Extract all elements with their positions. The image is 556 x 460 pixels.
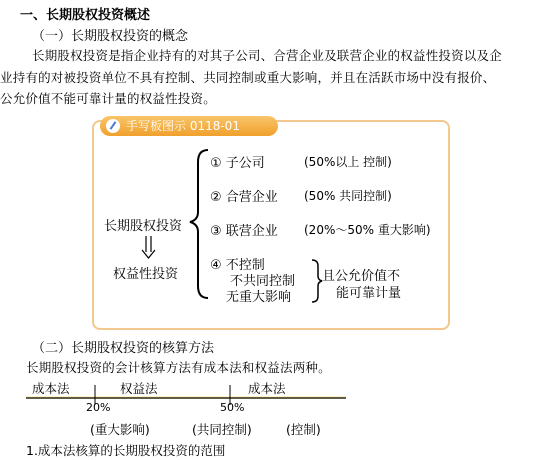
list-item-1: 1.成本法核算的长期股权投资的范围 (26, 443, 226, 458)
subsection-title-concept: （一）长期股权投资的概念 (32, 29, 189, 44)
board-item-4-line3: 无重大影响 (226, 290, 292, 305)
small-brace (312, 260, 322, 302)
scale-label-equity: 权益法 (120, 381, 158, 396)
board-item-3: ③ 联营企业 (210, 224, 278, 239)
scale-bottom-control: (控制) (286, 422, 321, 437)
double-arrow-head (142, 250, 155, 258)
board-header-label: 手写板图示 0118-01 (126, 119, 240, 133)
scale-bottom-joint: (共同控制) (192, 422, 252, 437)
paragraph-line-3: 公允价值不能可靠计量的权益性投资。 (0, 91, 216, 106)
paragraph-line-2: 业持有的对被投资单位不具有控制、共同控制或重大影响，并且在活跃市场中没有报价、 (0, 70, 496, 85)
methods-paragraph: 长期股权投资的会计核算方法有成本法和权益法两种。 (26, 360, 331, 375)
board-item-2-note: (50% 共同控制) (304, 189, 392, 203)
board-item-2: ② 合营企业 (210, 190, 278, 205)
board-item-4-note-line2: 能可靠计量 (336, 286, 402, 301)
scale-pct-50: 50% (220, 401, 245, 414)
scale-label-cost-2: 成本法 (248, 381, 286, 396)
board-item-4-line2: 不共同控制 (230, 274, 296, 289)
paragraph-line-1: 长期股权投资是指企业持有的对其子公司、合营企业及联营企业的权益性投资以及企 (32, 48, 502, 63)
double-arrow-shaft (146, 236, 151, 252)
section-title: 一、长期股权投资概述 (20, 8, 151, 23)
subsection-title-methods: （二）长期股权投资的核算方法 (32, 341, 215, 356)
board-item-4-note-line1: 且公允价值不 (322, 269, 401, 284)
board-item-4: ④ 不控制 (210, 258, 265, 273)
scale-label-cost-1: 成本法 (32, 381, 70, 396)
board-item-1: ① 子公司 (210, 156, 265, 171)
scale-pct-20: 20% (86, 401, 111, 414)
left-brace (190, 150, 208, 298)
board-left-bottom: 权益性投资 (113, 267, 179, 282)
board-item-1-note: (50%以上 控制) (304, 155, 392, 169)
scale-bottom-significant: (重大影响) (90, 422, 150, 437)
board-left-top: 长期股权投资 (104, 219, 183, 234)
board-item-3-note: (20%～50% 重大影响) (304, 223, 431, 237)
